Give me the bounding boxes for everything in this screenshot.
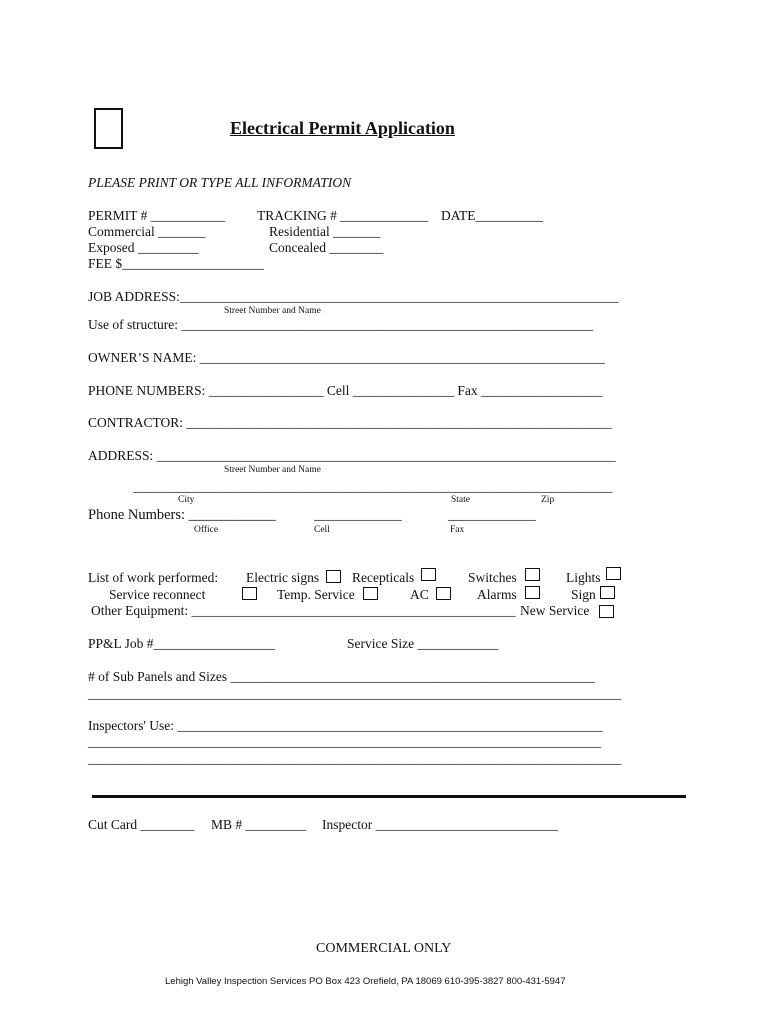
sign-label: Sign (571, 587, 596, 602)
cut-card-field[interactable]: Cut Card ________ (88, 817, 195, 832)
concealed-field[interactable]: Concealed ________ (269, 240, 384, 255)
mb-field[interactable]: MB # _________ (211, 817, 307, 832)
work-list-label: List of work performed: (88, 570, 219, 585)
alarms-label: Alarms (477, 587, 517, 602)
other-equipment-field[interactable]: Other Equipment: ________________________________________________ (91, 603, 516, 618)
recepticals-checkbox[interactable] (421, 568, 436, 581)
new-service-label: New Service (520, 603, 590, 618)
logo-placeholder-box (94, 108, 123, 149)
inspectors-line-3[interactable]: _______________________________________________________________________________ (88, 751, 622, 766)
switches-checkbox[interactable] (525, 568, 540, 581)
sub-panels-field[interactable]: # of Sub Panels and Sizes ______________________________________________________ (88, 669, 595, 684)
inspectors-use-field[interactable]: Inspectors' Use: _______________________________________________________________ (88, 718, 603, 733)
phone-numbers-label[interactable]: Phone Numbers: ____________ (88, 507, 276, 523)
cell-line[interactable]: _____________ (314, 507, 402, 522)
electric-signs-label: Electric signs (246, 570, 320, 585)
date-field[interactable]: DATE__________ (441, 208, 543, 223)
residential-field[interactable]: Residential _______ (269, 224, 381, 239)
inspectors-line-2[interactable]: ____________________________________________________________________________ (88, 734, 601, 749)
address-hint: Street Number and Name (224, 465, 321, 475)
zip-hint: Zip (541, 495, 555, 505)
owners-name-field[interactable]: OWNER’S NAME: ____________________________________________________________ (88, 350, 605, 365)
new-service-checkbox[interactable] (599, 605, 614, 618)
divider-rule (92, 795, 686, 798)
exposed-field[interactable]: Exposed _________ (88, 240, 199, 255)
fax-line[interactable]: _____________ (448, 507, 536, 522)
ppl-job-field[interactable]: PP&L Job #__________________ (88, 636, 276, 651)
service-reconnect-checkbox[interactable] (242, 587, 257, 600)
ac-checkbox[interactable] (436, 587, 451, 600)
job-address-hint: Street Number and Name (224, 306, 321, 316)
address-field[interactable]: ADDRESS: ____________________________________________________________________ (88, 448, 616, 463)
switches-label: Switches (468, 570, 517, 585)
instructions: PLEASE PRINT OR TYPE ALL INFORMATION (88, 175, 352, 190)
footer-contact: Lehigh Valley Inspection Services PO Box 423 Orefield, PA 18069 610-395-3827 800-431-5947 (165, 976, 566, 987)
alarms-checkbox[interactable] (525, 586, 540, 599)
recepticals-label: Recepticals (352, 570, 415, 585)
temp-service-label: Temp. Service (277, 587, 355, 602)
state-hint: State (451, 495, 470, 505)
tracking-field[interactable]: TRACKING # _____________ (257, 208, 428, 223)
use-of-structure-field[interactable]: Use of structure: _____________________________________________________________ (88, 317, 594, 332)
commercial-only-label: COMMERCIAL ONLY (316, 941, 452, 956)
ac-label: AC (410, 587, 429, 602)
temp-service-checkbox[interactable] (363, 587, 378, 600)
city-hint: City (178, 495, 195, 505)
lights-label: Lights (566, 570, 601, 585)
sub-panels-line-2[interactable]: _______________________________________________________________________________ (88, 686, 622, 701)
contractor-field[interactable]: CONTRACTOR: _______________________________________________________________ (88, 415, 612, 430)
city-state-zip-line[interactable]: _______________________________________________________________________ (133, 479, 613, 494)
electric-signs-checkbox[interactable] (326, 570, 341, 583)
office-hint: Office (194, 525, 219, 535)
fax-hint: Fax (450, 525, 465, 535)
permit-field[interactable]: PERMIT # ___________ (88, 208, 226, 223)
inspector-field[interactable]: Inspector ___________________________ (322, 817, 558, 832)
lights-checkbox[interactable] (606, 567, 621, 580)
phone-numbers-row[interactable]: PHONE NUMBERS: _________________ Cell _______________ Fax __________________ (88, 383, 603, 398)
page-title: Electrical Permit Application (230, 118, 455, 138)
job-address-field[interactable]: JOB ADDRESS:_________________________________________________________________ (88, 289, 619, 304)
service-size-field[interactable]: Service Size ____________ (347, 636, 499, 651)
fee-field[interactable]: FEE $_____________________ (88, 256, 264, 271)
cell-hint: Cell (314, 525, 330, 535)
commercial-field[interactable]: Commercial _______ (88, 224, 206, 239)
sign-checkbox[interactable] (600, 586, 615, 599)
service-reconnect-label: Service reconnect (109, 587, 206, 602)
